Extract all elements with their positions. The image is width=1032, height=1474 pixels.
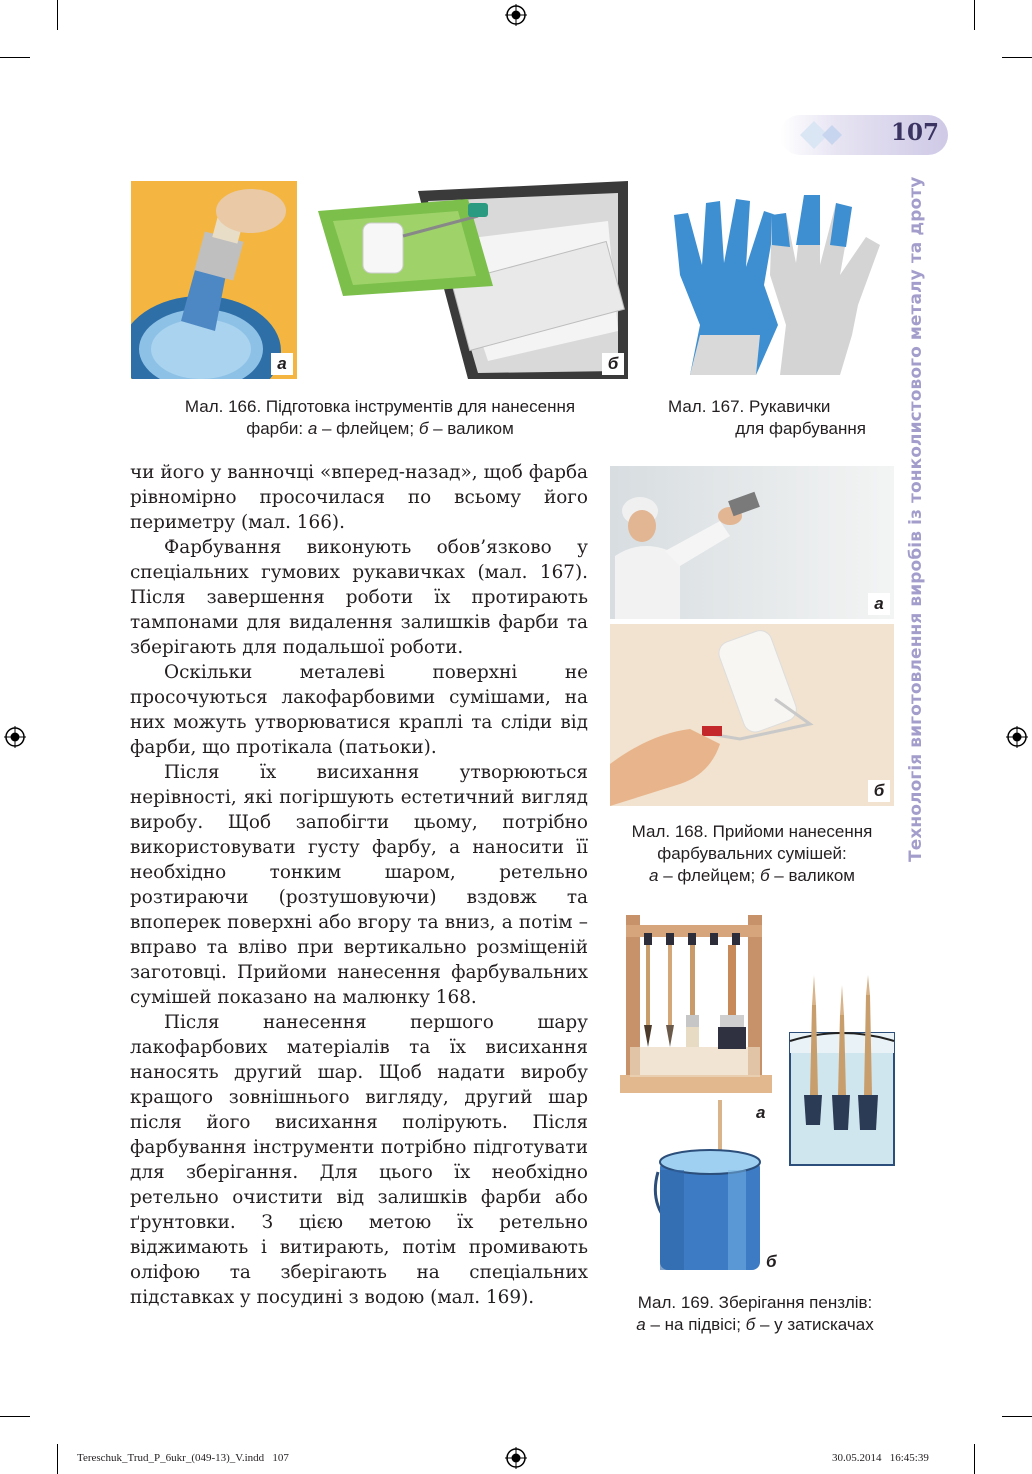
fig168-caption: [610, 821, 894, 887]
fig169-letter-b: б: [766, 1252, 777, 1271]
brush-rack-illustration: [620, 915, 772, 1097]
crop-mark: [57, 1444, 58, 1474]
photo-letter-b: б: [602, 353, 624, 375]
registration-mark-icon: [1006, 726, 1028, 748]
caption-text: – валиком: [769, 866, 855, 885]
caption-letter-b: б: [760, 866, 770, 885]
caption-text: – на підвісі;: [645, 1315, 746, 1334]
registration-mark-icon: [505, 1447, 527, 1469]
caption-letter-a: а: [307, 419, 318, 438]
fig166-caption-line1: Мал. 166. Підготовка інструментів для нанесення: [184, 397, 576, 416]
brush-in-can-illustration: [131, 181, 297, 379]
crop-mark: [57, 0, 58, 30]
registration-mark-icon: [505, 4, 527, 26]
paragraph: Після нанесення першого шару лакофарбових матеріалів та їх висихання наносять другий шар. Щоб надати виробу кращого зовнішнього вигляду, другий шар після його висихання полірують. Після фарбування інструменти потрібно підготувати для зберігання. Для цього їх необхідно ретельно очистити від залишків фарби або ґрунтовки. З цією метою їх ретельно віджимають і витирають, потім промивають оліфою та зберігають на спеціальних підставках у посудині з водою (мал. 169).: [130, 1012, 588, 1308]
caption-text: – у затискачах: [755, 1315, 874, 1334]
fig169-caption: [610, 1292, 900, 1336]
paragraph: Після їх висихання утворюються нерівності, які погіршують естетичний вигляд виробу. Щоб запобігти цьому, потрібно використовувати густу фарбу, а наносити її необхідно тонким шаром, ретельно розтираючи (розтушовуючи) вздовж та впоперек поверхні або вгору та вниз, а потім – вправо та вліво при вертикально розміщеній заготовці. Прийоми нанесення фарбувальних сумішей показано на малюнку 168.: [130, 762, 588, 1008]
caption-text: фарби:: [246, 419, 308, 438]
crop-mark: [1002, 1416, 1032, 1417]
crop-mark: [974, 0, 975, 30]
fig169-caption-line1: Мал. 169. Зберігання пензлів:: [637, 1293, 873, 1312]
body-text: [130, 460, 588, 1310]
page-number: 107: [890, 119, 939, 146]
fig169-letter-a: а: [756, 1103, 766, 1122]
photo-letter-a: а: [271, 353, 293, 375]
footer-datetime: 30.05.2014 16:45:39: [832, 1452, 929, 1464]
roller-tray-illustration: [318, 181, 628, 379]
fig166-caption-line2: [150, 418, 610, 440]
section-side-title: Технологія виготовлення виробів із тонколистового металу та дроту: [906, 176, 926, 862]
fig169-caption-line2: [610, 1314, 900, 1336]
paragraph: Фарбування виконують обов’язково у спеціальних гумових рукавичках (мал. 167). Після завершення роботи їх протирають тампонами для видалення залишків фарби та зберігають для подальшої роботи.: [130, 537, 588, 658]
footer-file-info: Tereschuk_Trud_P_6ukr_(049-13)_V.indd 107: [77, 1452, 289, 1464]
crop-mark: [974, 1444, 975, 1474]
caption-text: – флейцем;: [658, 866, 761, 885]
caption-letter-a: а: [636, 1315, 646, 1334]
crop-mark: [1002, 57, 1032, 58]
fig168-caption-line3: [610, 865, 894, 887]
paragraph: чи його у ванночці «вперед-назад», щоб фарба рівномірно просочилася по всьому його периметру (мал. 166).: [130, 462, 588, 533]
paragraph: Оскільки металеві поверхні не просочуються лакофарбовими сумішами, на них можуть утворюватися краплі та сліди від фарби, що протікала (патьоки).: [130, 662, 588, 758]
painter-wall-illustration: [610, 466, 894, 619]
fig167-caption-line2: для фарбування: [735, 419, 866, 438]
fig166b-photo: [318, 181, 628, 379]
photo-letter-a: а: [868, 593, 890, 615]
bucket-clamp-illustration: [650, 1100, 766, 1278]
fig168a-photo: [610, 466, 894, 619]
registration-mark-icon: [4, 726, 26, 748]
fig167-caption-line1: Мал. 167. Рукавички: [668, 397, 831, 416]
fig166a-photo: [131, 181, 297, 379]
crop-mark: [0, 57, 30, 58]
gloves-illustration: [660, 185, 896, 381]
brushes-in-water-illustration: [786, 975, 898, 1167]
caption-letter-b: б: [745, 1315, 756, 1334]
fig167-caption: [650, 396, 870, 440]
diamond-ornament-icon: [794, 117, 854, 153]
caption-letter-b: б: [418, 419, 429, 438]
fig168-caption-line1: Мал. 168. Прийоми нанесення: [631, 822, 873, 841]
caption-text: – флейцем;: [317, 419, 419, 438]
fig166-caption: [150, 396, 610, 440]
crop-mark: [0, 1416, 30, 1417]
roller-wall-illustration: [610, 624, 894, 806]
fig168-caption-line2: фарбувальних сумішей:: [657, 844, 847, 863]
photo-letter-b: б: [868, 780, 890, 802]
fig168b-photo: [610, 624, 894, 806]
caption-letter-a: а: [649, 866, 659, 885]
caption-text: – валиком: [428, 419, 514, 438]
